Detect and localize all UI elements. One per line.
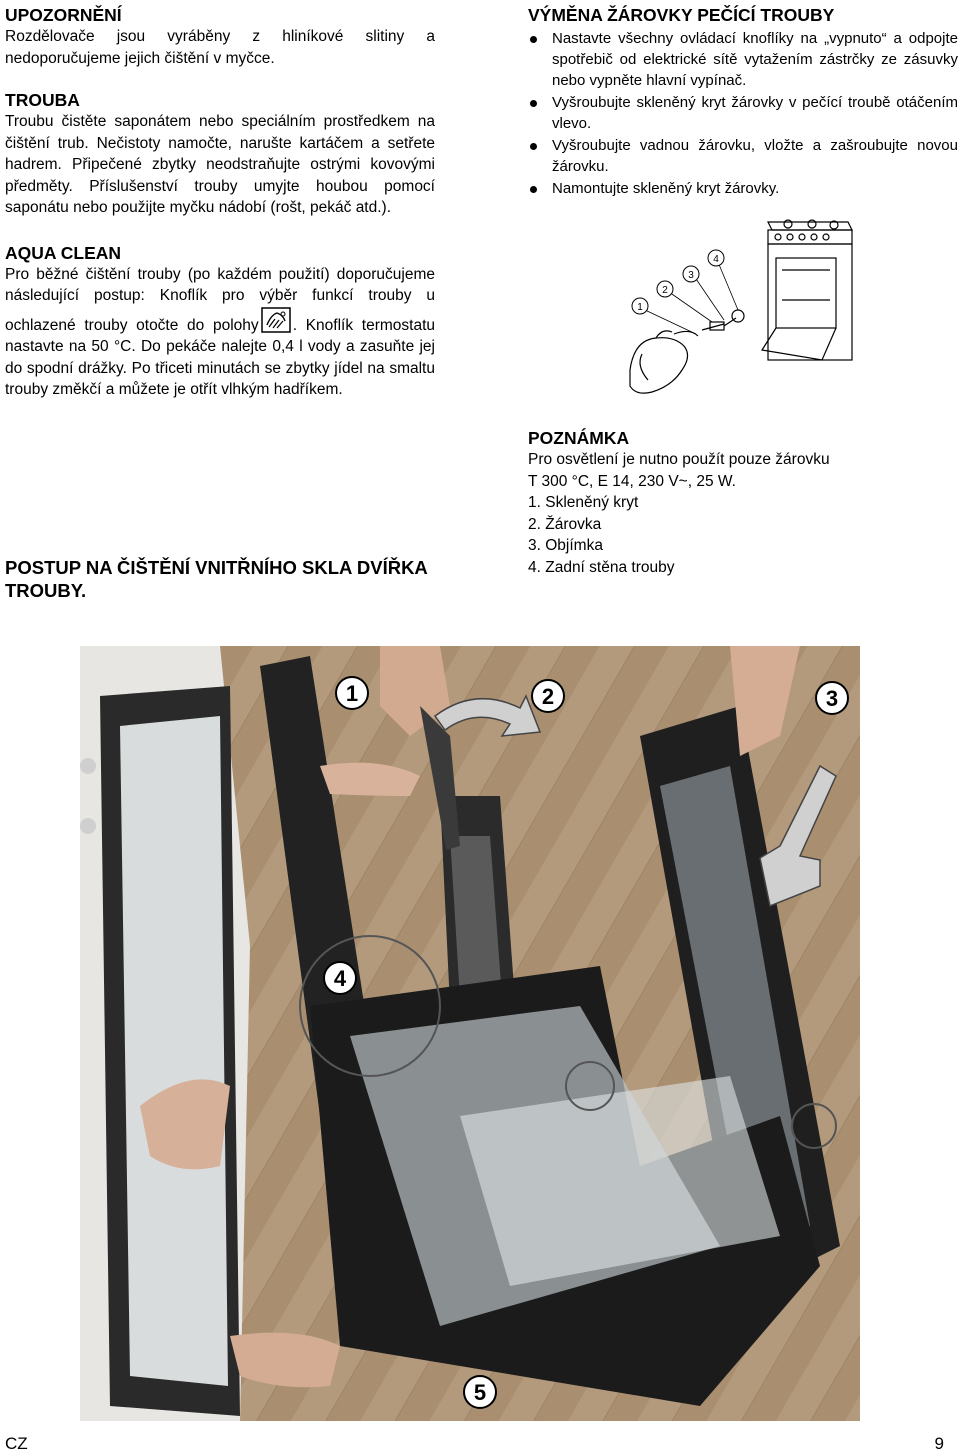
right-column [528, 5, 958, 200]
poznamka-line: 2. Žárovka [528, 515, 602, 533]
vymena-list [528, 28, 958, 199]
list-item: Nastavte všechny ovládací knoflíky na „vypnuto“ a odpojte spotřebič od elektrické sítě vytažením zástrčky ze zásuvky nebo vypněte hlavní vypínač. [528, 28, 958, 91]
footer-page-number: 9 [934, 1434, 944, 1453]
aqua-clean-text-part2: . Knoflík termostatu nastavte na 50 °C. Do pekáče nalejte 0,4 l vody a zasuňte jej do spodní drážky. Po třiceti minutách se zbytky jídel na smaltu trouby změkčí a můžete je otřít vlhkým hadříkem. [5, 316, 435, 398]
hand-illustration [630, 331, 698, 393]
poznamka-line: T 300 °C, E 14, 230 V~, 25 W. [528, 472, 736, 490]
postup-heading: POSTUP NA ČIŠTĚNÍ VNITŘNÍHO SKLA DVÍŘKA TROUBY. [5, 557, 428, 601]
poznamka-line: 4. Zadní stěna trouby [528, 558, 675, 576]
step-2: 2 [541, 684, 555, 709]
aqua-clean-symbol-icon [261, 307, 291, 333]
callout-1: 1 [637, 302, 643, 313]
poznamka-line: 1. Skleněný kryt [528, 494, 639, 511]
aqua-clean-text-part1: Pro běžné čištění trouby (po každém použití) doporučujeme následující postup: Knoflík pro výběr funkcí trouby u ochlazené trouby otočte do polohy [5, 265, 435, 334]
poznamka-line: Pro osvětlení je nutno použít pouze žárovku [528, 451, 830, 468]
door-glass-removal-photo [80, 646, 860, 1421]
diagram-callouts [632, 250, 724, 314]
callout-4: 4 [713, 254, 719, 265]
vymena-heading: VÝMĚNA ŽÁROVKY PEČÍCÍ TROUBY [528, 5, 835, 25]
upozorneni-heading: UPOZORNĚNÍ [5, 5, 122, 25]
poznamka-section [528, 428, 948, 578]
trouba-heading: TROUBA [5, 90, 80, 110]
oven-photo-body [80, 646, 250, 1421]
step-3: 3 [825, 686, 839, 711]
step-4: 4 [333, 966, 347, 991]
bulb-replacement-diagram [612, 210, 858, 416]
oven-illustration [702, 220, 852, 360]
callout-3: 3 [688, 270, 694, 281]
trouba-text: Troubu čistěte saponátem nebo speciálním prostředkem na čištění trub. Nečistoty namočte, narušte kartáčem a setřete hadrem. Připečené zbytky neodstraňujte ostrými kovovými předměty. Příslušenství trouby umyjte houbou pomocí saponátu nebo použijte myčku nádobí (rošt, pekáč atd.). [5, 113, 435, 216]
callout-2: 2 [662, 285, 668, 296]
left-column [5, 5, 435, 401]
list-item: Namontujte skleněný kryt žárovky. [528, 178, 958, 199]
list-item: Vyšroubujte vadnou žárovku, vložte a zašroubujte novou žárovku. [528, 135, 958, 177]
aqua-clean-heading: AQUA CLEAN [5, 242, 122, 263]
poznamka-line: 3. Objímka [528, 537, 603, 554]
footer-language: CZ [5, 1434, 28, 1453]
step-1: 1 [345, 681, 359, 706]
aqua-clean-text [5, 264, 435, 401]
poznamka-heading: POZNÁMKA [528, 428, 630, 448]
step-5: 5 [473, 1380, 487, 1405]
list-item: Vyšroubujte skleněný kryt žárovky v pečící troubě otáčením vlevo. [528, 92, 958, 134]
upozorneni-text: Rozdělovače jsou vyráběny z hliníkové slitiny a nedoporučujeme jejich čištění v myčce. [5, 28, 435, 67]
